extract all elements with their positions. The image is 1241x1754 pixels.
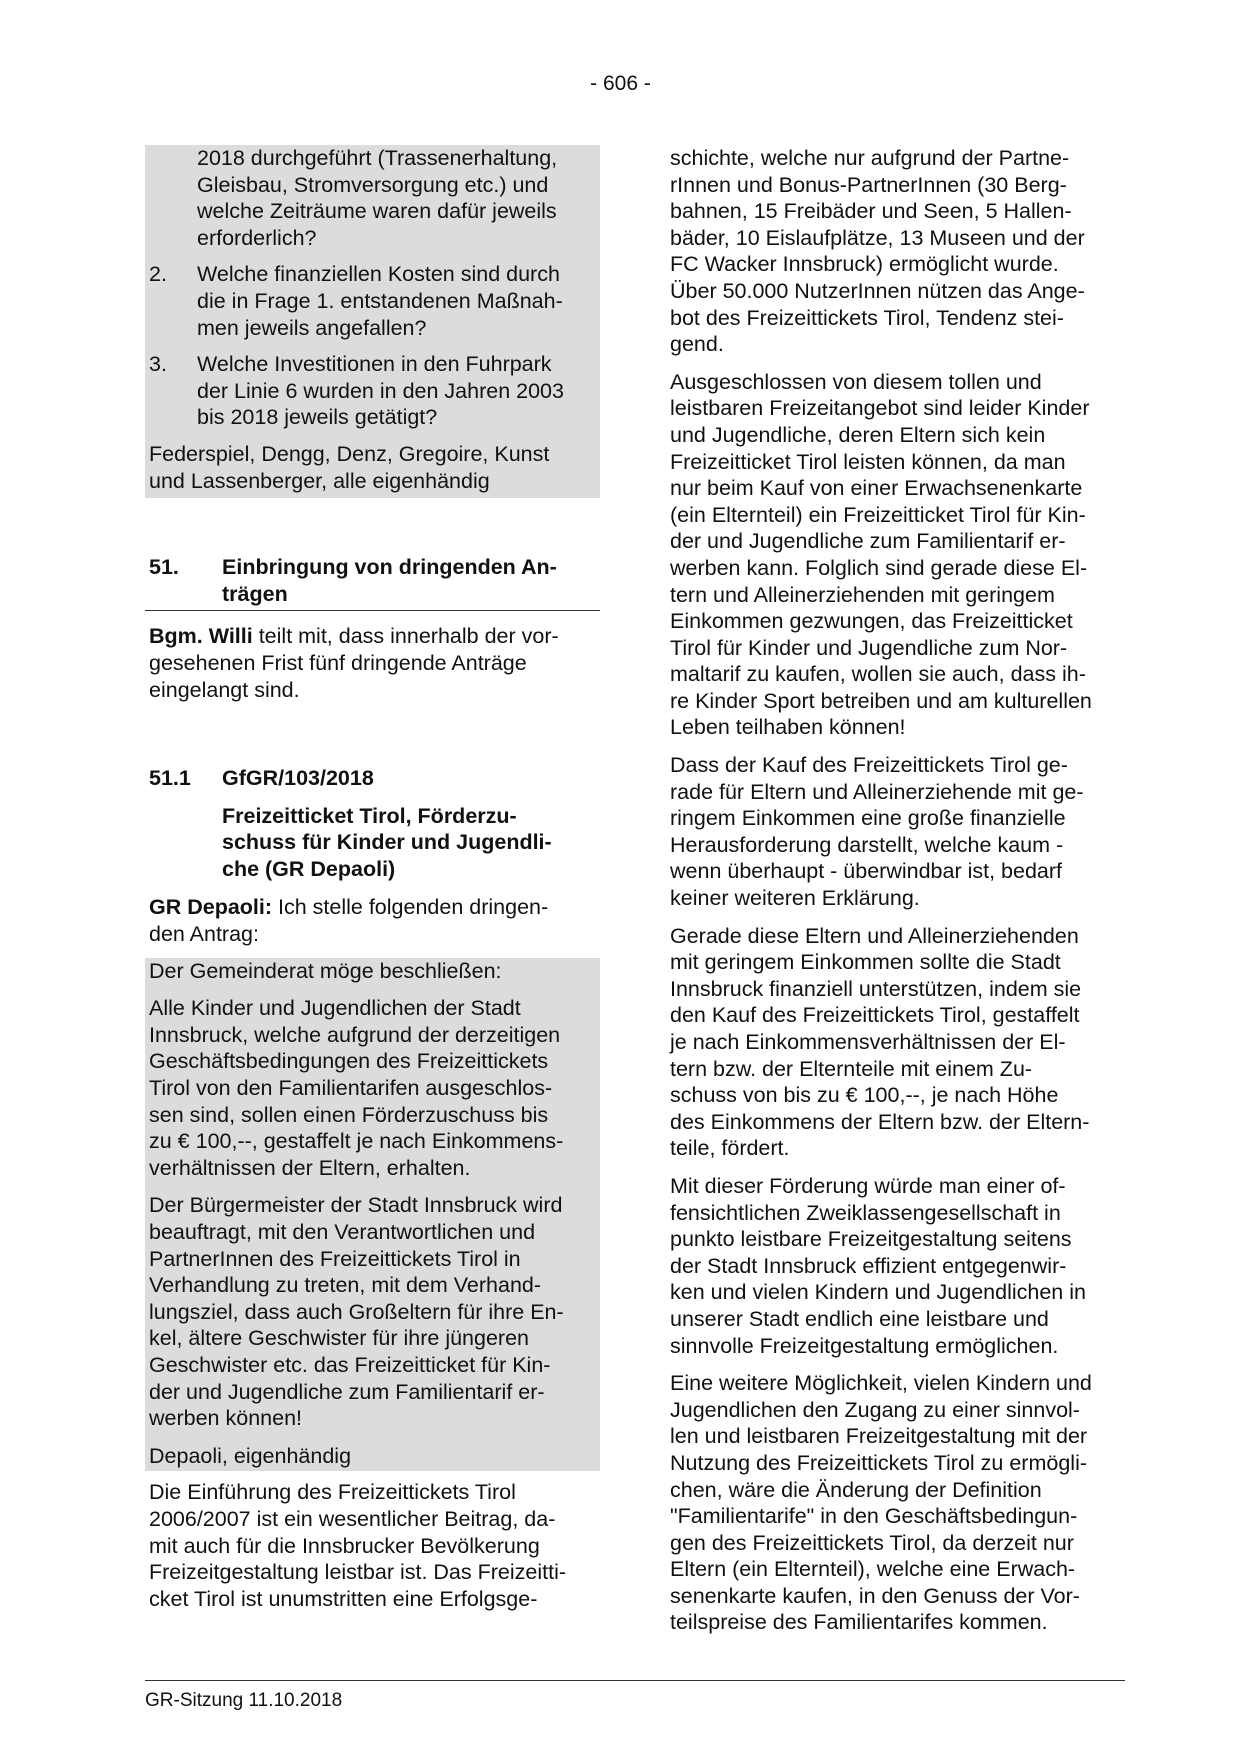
question-number: 2. bbox=[149, 262, 167, 287]
text-line: 2018 durchgeführt (Trassenerhaltung, bbox=[197, 146, 558, 170]
text-line: der Linie 6 wurden in den Jahren 2003 bbox=[197, 378, 564, 403]
section-51-1-title bbox=[145, 803, 600, 883]
motion-intro: Der Gemeinderat möge beschließen: bbox=[149, 958, 502, 983]
question-number: 3. bbox=[149, 352, 167, 377]
section-51-1-heading bbox=[145, 765, 600, 792]
text-line: erforderlich? bbox=[197, 225, 317, 250]
text-line: che (GR Depaoli) bbox=[222, 856, 396, 881]
text-line: eingelangt sind. bbox=[149, 677, 300, 702]
text-line: men jeweils angefallen? bbox=[197, 315, 427, 340]
question-2 bbox=[149, 261, 596, 341]
section-number: 51. bbox=[149, 555, 179, 580]
text-line: welche Zeiträume waren dafür jeweils bbox=[197, 199, 557, 224]
text-line: Gleisbau, Stromversorgung etc.) und bbox=[197, 172, 549, 197]
text-line: Welche finanziellen Kosten sind durch bbox=[197, 262, 560, 287]
right-paragraph-6: Eine weitere Möglichkeit, vielen Kindern und Jugendlichen den Zugang zu einer sinnvol- len und leistbaren Freizeitgestaltung mit der Nutzung des Freizeittickets Tirol zu ermögli- chen, wäre die Änderung der Definition "Familientarife" in den Geschäftsbedingun- gen des Freizeittickets Tirol, da derzeit nur Eltern (ein Elternteil), welche eine Erwach- senenkarte kaufen, in den Genuss der Vor- teilspreise des Familientarifes kommen. bbox=[670, 1371, 1092, 1635]
text-line: und Lassenberger, alle eigenhändig bbox=[149, 468, 490, 493]
motion-signature: Depaoli, eigenhändig bbox=[149, 1443, 352, 1468]
councillor-statement bbox=[145, 894, 600, 947]
page-number: - 606 - bbox=[590, 72, 651, 95]
text-line: Ich stelle folgenden dringen- bbox=[272, 895, 549, 920]
text-line: die in Frage 1. entstandenen Maßnah- bbox=[197, 288, 563, 313]
motion-box bbox=[145, 958, 600, 1472]
right-paragraph-3: Dass der Kauf des Freizeittickets Tirol ge- rade für Eltern und Alleinerziehende mit ge- ringem Einkommen eine große finanzielle Herausforderung darstellt, welche kaum - wenn überhaupt - überwindbar ist, bedarf keiner weiteren Erklärung. bbox=[670, 753, 1084, 911]
text-line: teilt mit, dass innerhalb der vor- bbox=[252, 624, 559, 649]
text-line: Freizeitticket Tirol, Förderzu- bbox=[222, 803, 517, 828]
text-line: schuss für Kinder und Jugendli- bbox=[222, 830, 552, 855]
right-paragraph-2: Ausgeschlossen von diesem tollen und leistbaren Freizeitangebot sind leider Kinder und Jugendliche, deren Eltern sich kein Freizeitticket Tirol leisten können, da man nur beim Kauf von einer Erwachsenenkarte (ein Elternteil) ein Freizeitticket Tirol für Kin- der und Jugendliche zum Familientarif er- werben kann. Folglich sind gerade diese El- tern und Alleinerziehenden mit geringem Einkommen gezwungen, das Freizeitticket Tirol für Kinder und Jugendliche zum Nor- maltarif zu kaufen, wollen sie auch, dass ih- re Kinder Sport betreiben und am kulturellen Leben teilhaben können! bbox=[670, 369, 1092, 740]
text-line: Federspiel, Dengg, Denz, Gregoire, Kunst bbox=[149, 441, 550, 466]
inquiry-box bbox=[145, 145, 600, 498]
mayor-statement bbox=[145, 623, 600, 703]
left-column bbox=[145, 145, 600, 1622]
question-1-continuation bbox=[149, 145, 596, 251]
right-paragraph-5: Mit dieser Förderung würde man einer of- fensichtlichen Zweiklassengesellschaft in punkto leistbare Freizeitgestaltung seitens der Stadt Innsbruck effizient entgegenwir- ken und vielen Kindern und Jugendlichen in unserer Stadt endlich eine leistbare und sinnvolle Freizeitgestaltung ermöglichen. bbox=[670, 1173, 1086, 1358]
motion-code: GfGR/103/2018 bbox=[222, 766, 374, 791]
signers bbox=[149, 441, 596, 498]
footer-divider bbox=[145, 1680, 1125, 1681]
right-column bbox=[670, 145, 1125, 1647]
text-line: Welche Investitionen in den Fuhrpark bbox=[197, 352, 552, 377]
reasoning-paragraph: Die Einführung des Freizeittickets Tirol 2006/2007 ist ein wesentlicher Beitrag, da- mit auch für die Innsbrucker Bevölkerung Freizeitgestaltung leistbar ist. Das Freizeitti- cket Tirol ist unumstritten eine Erfolgsge- bbox=[149, 1480, 567, 1611]
right-paragraph-1: schichte, welche nur aufgrund der Partne- rInnen und Bonus-PartnerInnen (30 Berg- bahnen, 15 Freibäder und Seen, 5 Hallen- bäder, 10 Eislaufplätze, 13 Museen und der FC Wacker Innsbruck) ermöglicht wurde. Über 50.000 NutzerInnen nützen das Ange- bot des Freizeittickets Tirol, Tendenz stei- gend. bbox=[670, 146, 1085, 357]
text-line: trägen bbox=[222, 581, 288, 606]
right-paragraph-4: Gerade diese Eltern und Alleinerziehenden mit geringem Einkommen sollte die Stadt Innsbruck finanziell unterstützen, indem sie den Kauf des Freizeittickets Tirol, gestaffelt je nach Einkommensverhältnissen der El- tern bzw. der Elternteile mit einem Zu- schuss von bis zu € 100,--, je nach Höhe des Einkommens der Eltern bzw. der Eltern- teile, fördert. bbox=[670, 923, 1090, 1161]
motion-paragraph-2: Der Bürgermeister der Stadt Innsbruck wird beauftragt, mit den Verantwortlichen und PartnerInnen des Freizeittickets Tirol in Verhandlung zu treten, mit dem Verhand- lungsziel, dass auch Großeltern für ihre En- kel, ältere Geschwister für ihre jüngeren Geschwister etc. das Freizeitticket für Kin- der und Jugendliche zum Familientarif er- werben können! bbox=[149, 1193, 564, 1431]
text-line: Einbringung von dringenden An- bbox=[222, 555, 557, 580]
question-3 bbox=[149, 351, 596, 431]
text-line: gesehenen Frist fünf dringende Anträge bbox=[149, 650, 527, 675]
section-number: 51.1 bbox=[149, 766, 191, 791]
text-line: bis 2018 jeweils getätigt? bbox=[197, 405, 438, 430]
footer-text: GR-Sitzung 11.10.2018 bbox=[145, 1690, 343, 1711]
section-51-heading bbox=[145, 554, 600, 611]
text-line: den Antrag: bbox=[149, 922, 259, 947]
motion-paragraph-1: Alle Kinder und Jugendlichen der Stadt Innsbruck, welche aufgrund der derzeitigen Geschäftsbedingungen des Freizeittickets Tirol von den Familientarifen ausgeschlos- sen sind, sollen einen Förderzuschuss bis zu € 100,--, gestaffelt je nach Einkommens- verhältnissen der Eltern, erhalten. bbox=[149, 996, 564, 1180]
speaker-name: GR Depaoli: bbox=[149, 895, 273, 920]
speaker-name: Bgm. Willi bbox=[149, 624, 253, 649]
